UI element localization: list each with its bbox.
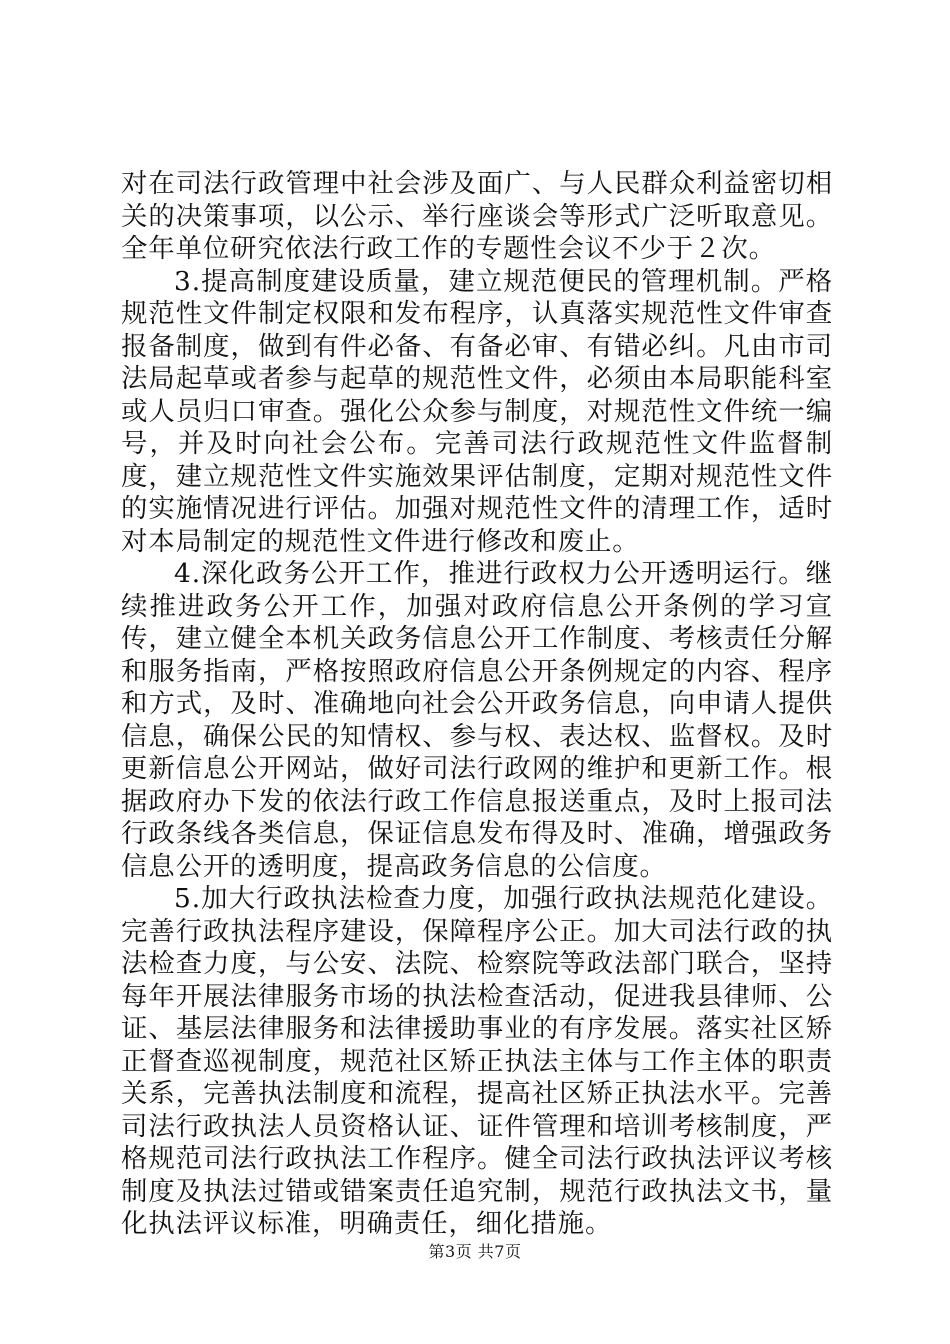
paragraph-continuation: 对在司法行政管理中社会涉及面广、与人民群众利益密切相关的决策事项，以公示、举行座谈会等形式广泛听取意见。全年单位研究依法行政工作的专题性会议不少于２次。 [121, 168, 833, 264]
paragraph-item-5: 5.加大行政执法检查力度，加强行政执法规范化建设。完善行政执法程序建设，保障程序公正。加大司法行政的执法检查力度，与公安、法院、检察院等政法部门联合，坚持每年开展法律服务市场的执法检查活动，促进我县律师、公证、基层法律服务和法律援助事业的有序发展。落实社区矫正督查巡视制度，规范社区矫正执法主体与工作主体的职责关系，完善执法制度和流程，提高社区矫正执法水平。完善司法行政执法人员资格认证、证件管理和培训考核制度，严格规范司法行政执法工作程序。健全司法行政执法评议考核制度及执法过错或错案责任追究制，规范行政执法文书，量化执法评议标准，明确责任，细化措施。 [121, 883, 833, 1239]
page-number-footer: 第3页 共7页 [428, 1242, 522, 1261]
document-body [121, 168, 833, 1241]
paragraph-item-3: 3.提高制度建设质量，建立规范便民的管理机制。严格规范性文件制定权限和发布程序，认真落实规范性文件审查报备制度，做到有件必备、有备必审、有错必纠。凡由市司法局起草或者参与起草的规范性文件，必须由本局职能科室或人员归口审查。强化公众参与制度，对规范性文件统一编号，并及时向社会公布。完善司法行政规范性文件监督制度，建立规范性文件实施效果评估制度，定期对规范性文件的实施情况进行评估。加强对规范性文件的清理工作，适时对本局制定的规范性文件进行修改和废止。 [121, 265, 833, 557]
paragraph-item-4: 4.深化政务公开工作，推进行政权力公开透明运行。继续推进政务公开工作，加强对政府信息公开条例的学习宣传，建立健全本机关政务信息公开工作制度、考核责任分解和服务指南，严格按照政府信息公开条例规定的内容、程序和方式，及时、准确地向社会公开政务信息，向申请人提供信息，确保公民的知情权、参与权、表达权、监督权。及时更新信息公开网站，做好司法行政网的维护和更新工作。根据政府办下发的依法行政工作信息报送重点，及时上报司法行政条线各类信息，保证信息发布得及时、准确，增强政务信息公开的透明度，提高政务信息的公信度。 [121, 558, 833, 882]
